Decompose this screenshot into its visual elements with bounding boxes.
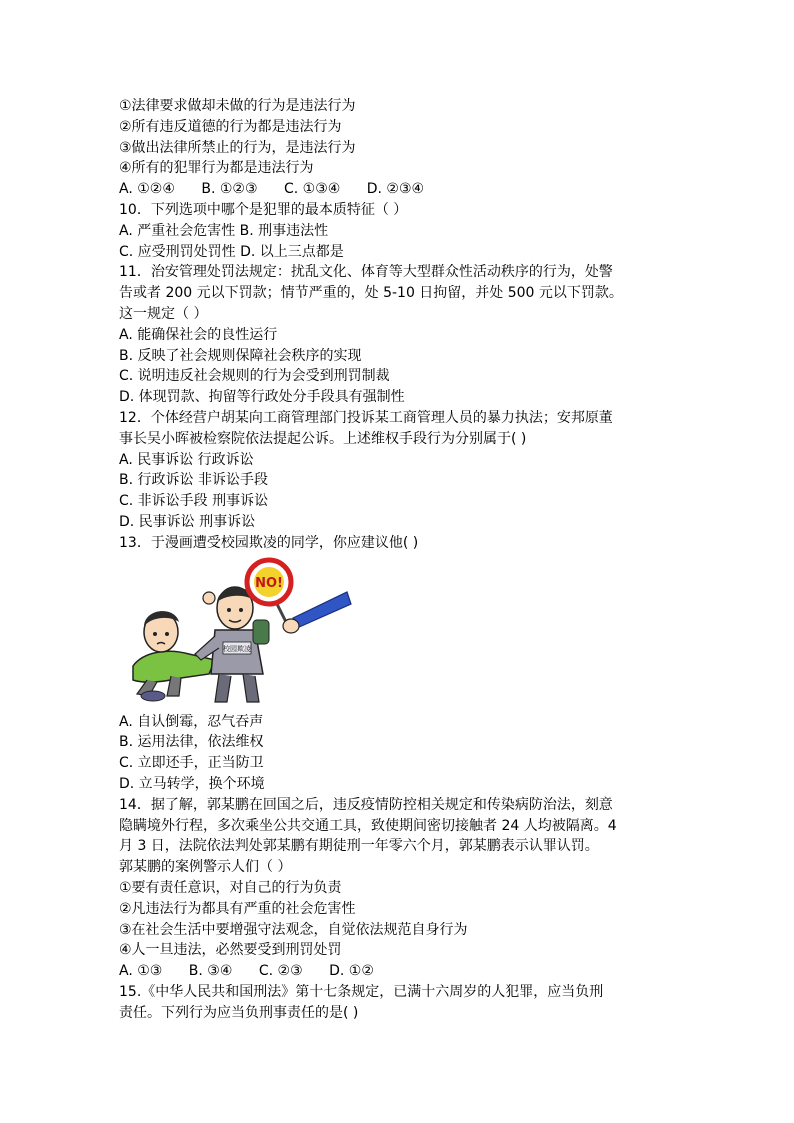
statement-4: ④所有的犯罪行为都是违法行为 xyxy=(119,160,314,177)
q15-stem-line-1: 15.《中华人民共和国刑法》第十七条规定，已满十六周岁的人犯罪，应当负刑 xyxy=(119,983,604,1000)
q13-option-d: D. 立马转学，换个环境 xyxy=(119,775,265,792)
q13-option-b: B. 运用法律，依法维权 xyxy=(119,734,264,751)
q14-option-b: B. ③④ xyxy=(188,963,233,980)
q15-stem-line-2: 责任。下列行为应当负刑事责任的是( ) xyxy=(119,1004,359,1021)
q13-stem: 13．于漫画遭受校园欺凌的同学，你应建议他( ) xyxy=(119,534,419,551)
statement-1: ①法律要求做却未做的行为是违法行为 xyxy=(119,98,356,114)
q10-stem: 10．下列选项中哪个是犯罪的最本质特征（ ） xyxy=(119,201,408,218)
bag-label: 校园欺凌 xyxy=(223,644,251,653)
q14-item-1: ①要有责任意识，对自己的行为负责 xyxy=(119,879,342,896)
bullying-cartoon-image xyxy=(123,556,355,706)
q10-options-cd: C. 应受刑罚处罚性 D. 以上三点都是 xyxy=(119,243,344,260)
q10-options-ab: A. 严重社会危害性 B. 刑事违法性 xyxy=(119,222,329,239)
statement-3: ③做出法律所禁止的行为，是违法行为 xyxy=(119,139,356,156)
q14-stem-line-2: 隐瞒境外行程，多次乘坐公共交通工具，致使期间密切接触者 24 人均被隔离。4 xyxy=(119,817,617,834)
q14-options xyxy=(119,961,689,982)
q11-option-a: A. 能确保社会的良性运行 xyxy=(119,326,278,343)
q14-option-a: A. ①③ xyxy=(119,963,163,980)
q12-option-a: A. 民事诉讼 行政诉讼 xyxy=(119,451,254,468)
q11-stem-line-1: 11．治安管理处罚法规定：扰乱文化、体育等大型群众性活动秩序的行为，处警 xyxy=(119,264,613,281)
q14-stem-line-3: 月 3 日，法院依法判处郭某鹏有期徒刑一年零六个月，郭某鹏表示认罪认罚。 xyxy=(119,838,599,855)
q14-option-d: D. ①② xyxy=(329,963,374,980)
q13-option-c: C. 立即还手，正当防卫 xyxy=(119,755,264,772)
q12-option-d: D. 民事诉讼 刑事诉讼 xyxy=(119,513,256,530)
q14-stem-line-1: 14．据了解，郭某鹏在回国之后，违反疫情防控相关规定和传染病防治法，刻意 xyxy=(119,796,613,813)
q11-option-c: C. 说明违反社会规则的行为会受到刑罚制裁 xyxy=(119,368,390,385)
q9-options xyxy=(119,179,689,200)
q11-option-b: B. 反映了社会规则保障社会秩序的实现 xyxy=(119,347,362,364)
q11-option-d: D. 体现罚款、拘留等行政处分手段具有强制性 xyxy=(119,389,405,406)
q14-stem-line-4: 郭某鹏的案例警示人们（ ） xyxy=(119,859,292,876)
q14-item-3: ③在社会生活中要增强守法观念，自觉依法规范自身行为 xyxy=(119,921,468,938)
q14-item-4: ④人一旦违法，必然要受到刑罚处罚 xyxy=(119,942,342,959)
hand-arm xyxy=(283,592,351,633)
q9-option-d: D. ②③④ xyxy=(366,181,425,198)
statement-2: ②所有违反道德的行为都是违法行为 xyxy=(119,118,342,135)
q14-option-c: C. ②③ xyxy=(258,963,303,980)
bully-figure xyxy=(195,587,269,702)
q9-option-b: B. ①②③ xyxy=(201,181,258,198)
q11-stem-line-3: 这一规定（ ） xyxy=(119,305,208,322)
q14-item-2: ②凡违法行为都具有严重的社会危害性 xyxy=(119,900,356,917)
no-sign-text: NO! xyxy=(255,575,283,591)
q11-stem-line-2: 告或者 200 元以下罚款；情节严重的，处 5-10 日拘留，并处 500 元以下罚款。 xyxy=(119,285,623,302)
no-sign xyxy=(247,560,291,628)
q12-option-b: B. 行政诉讼 非诉讼手段 xyxy=(119,472,268,489)
q9-option-a: A. ①②④ xyxy=(119,181,175,198)
q12-stem-line-1: 12．个体经营户胡某向工商管理部门投诉某工商管理人员的暴力执法；安邦原董 xyxy=(119,409,613,426)
exam-page xyxy=(119,96,689,1023)
q12-stem-line-2: 事长吴小晖被检察院依法提起公诉。上述维权手段行为分别属于( ) xyxy=(119,430,527,447)
q12-option-c: C. 非诉讼手段 刑事诉讼 xyxy=(119,493,269,510)
q13-option-a: A. 自认倒霉，忍气吞声 xyxy=(119,713,264,730)
q9-option-c: C. ①③④ xyxy=(283,181,341,198)
